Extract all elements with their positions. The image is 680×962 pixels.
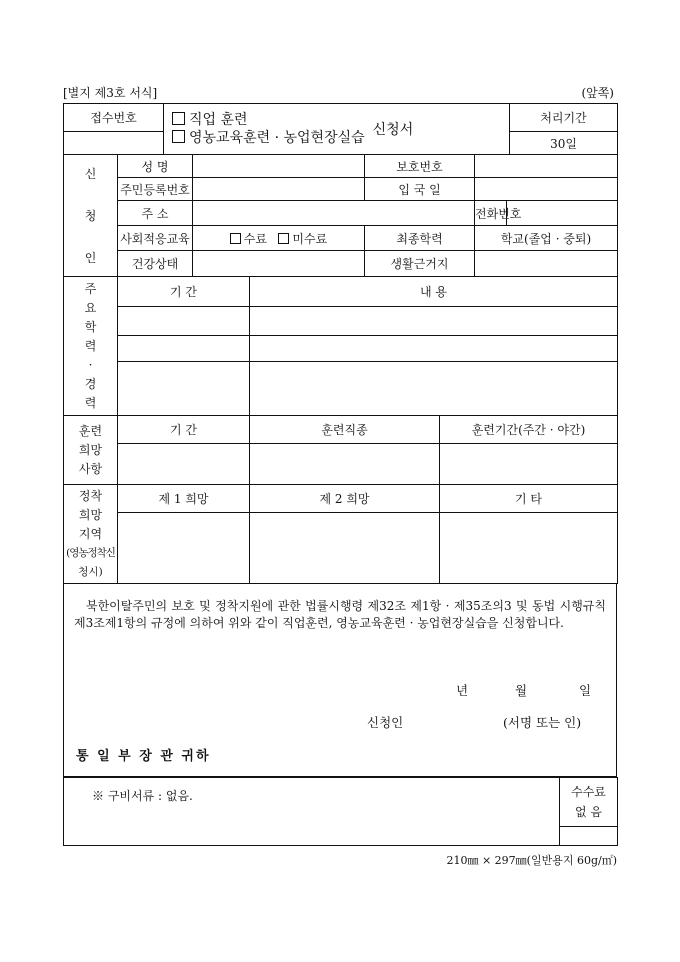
required-documents: ※ 구비서류 : 없음. — [64, 778, 560, 846]
farm-training-checkbox[interactable] — [172, 130, 185, 143]
social-education-label: 사회적응교육 — [118, 226, 193, 251]
career-section-label: 주 요 학 력 · 경 력 — [64, 277, 118, 416]
application-title — [164, 104, 510, 155]
receipt-number-label: 접수번호 — [64, 104, 164, 132]
career-content-field[interactable] — [250, 336, 618, 362]
form-number: [별지 제3호 서식] — [63, 86, 158, 100]
name-label: 성 명 — [118, 155, 193, 178]
entry-date-label: 입 국 일 — [365, 178, 475, 201]
paper-size: 210㎜ × 297㎜(일반용지 60g/㎡) — [446, 854, 617, 867]
application-suffix: 신청서 — [372, 122, 414, 139]
career-period-field[interactable] — [118, 362, 250, 416]
training-job-header: 훈련직종 — [250, 416, 440, 444]
health-field[interactable] — [193, 251, 365, 277]
settlement-section-label: 정착 희망 지역 (영농정착신 청시) — [64, 485, 118, 584]
documents-table — [63, 777, 618, 846]
residence-field[interactable] — [475, 251, 618, 277]
not-completed-checkbox[interactable] — [278, 233, 289, 244]
not-completed-label: 미수료 — [292, 231, 328, 246]
page-side: (앞쪽) — [581, 86, 614, 100]
fee-spacer — [560, 827, 618, 846]
phone-label: 전화번호 — [475, 201, 507, 226]
fee-cell — [560, 778, 618, 827]
career-period-header: 기 간 — [118, 277, 250, 307]
wish2-field[interactable] — [250, 513, 440, 584]
career-period-field[interactable] — [118, 336, 250, 362]
address-label: 주 소 — [118, 201, 193, 226]
training-term-field[interactable] — [440, 444, 618, 485]
applicant-table — [63, 154, 618, 277]
signature-field[interactable]: (서명 또는 인) — [503, 715, 582, 730]
header-table — [63, 103, 618, 155]
resident-number-field[interactable] — [193, 178, 365, 201]
training-table — [63, 415, 618, 485]
fee-label: 수수료 — [571, 785, 606, 799]
wish1-field[interactable] — [118, 513, 250, 584]
date-month: 월 — [515, 683, 528, 698]
date-year: 년 — [456, 683, 469, 698]
job-training-option: 직업 훈련 — [189, 112, 248, 129]
addressee: 통 일 부 장 관 귀하 — [76, 749, 211, 764]
completed-checkbox[interactable] — [230, 233, 241, 244]
protect-number-field[interactable] — [475, 155, 618, 178]
settlement-table — [63, 484, 618, 584]
applicant-section-label: 신 청 인 — [64, 155, 118, 277]
applicant-sign-label: 신청인 — [367, 715, 404, 730]
wish1-header: 제 1 희망 — [118, 485, 250, 513]
social-education-options — [193, 226, 365, 251]
training-term-header: 훈련기간(주간 · 야간) — [440, 416, 618, 444]
name-field[interactable] — [193, 155, 365, 178]
processing-period-value: 30일 — [510, 132, 618, 155]
farm-training-option: 영농교육훈련 · 농업현장실습 — [189, 130, 365, 147]
training-section-label: 훈련 희망 사항 — [64, 416, 118, 485]
protect-number-label: 보호번호 — [365, 155, 475, 178]
fee-value: 없 음 — [575, 805, 602, 819]
training-job-field[interactable] — [250, 444, 440, 485]
receipt-number-value[interactable] — [64, 132, 164, 155]
career-content-field[interactable] — [250, 307, 618, 336]
phone-field[interactable] — [507, 201, 618, 226]
job-training-checkbox[interactable] — [172, 112, 185, 125]
processing-period-label: 처리기간 — [510, 104, 618, 132]
health-label: 건강상태 — [118, 251, 193, 277]
wish2-header: 제 2 희망 — [250, 485, 440, 513]
residence-label: 생활근거지 — [365, 251, 475, 277]
training-period-field[interactable] — [118, 444, 250, 485]
career-content-header: 내 용 — [250, 277, 618, 307]
date-day: 일 — [579, 683, 592, 698]
final-education-label: 최종학력 — [365, 226, 475, 251]
career-period-field[interactable] — [118, 307, 250, 336]
statement-text: 북한이탈주민의 보호 및 정착지원에 관한 법률시행령 제32조 제1항 · 제35조의3 및 동법 시행규칙 제3조제1항의 규정에 의하여 위와 같이 직업훈련, 영농교육훈련 · 농업현장실습을 신청합니다. — [74, 599, 606, 630]
career-content-field[interactable] — [250, 362, 618, 416]
resident-number-label: 주민등록번호 — [118, 178, 193, 201]
training-period-header: 기 간 — [118, 416, 250, 444]
etc-header: 기 타 — [440, 485, 618, 513]
entry-date-field[interactable] — [475, 178, 618, 201]
completed-label: 수료 — [243, 231, 267, 246]
address-field[interactable] — [193, 201, 475, 226]
school-status[interactable]: 학교(졸업 · 중퇴) — [475, 226, 618, 251]
career-table — [63, 276, 618, 416]
etc-field[interactable] — [440, 513, 618, 584]
